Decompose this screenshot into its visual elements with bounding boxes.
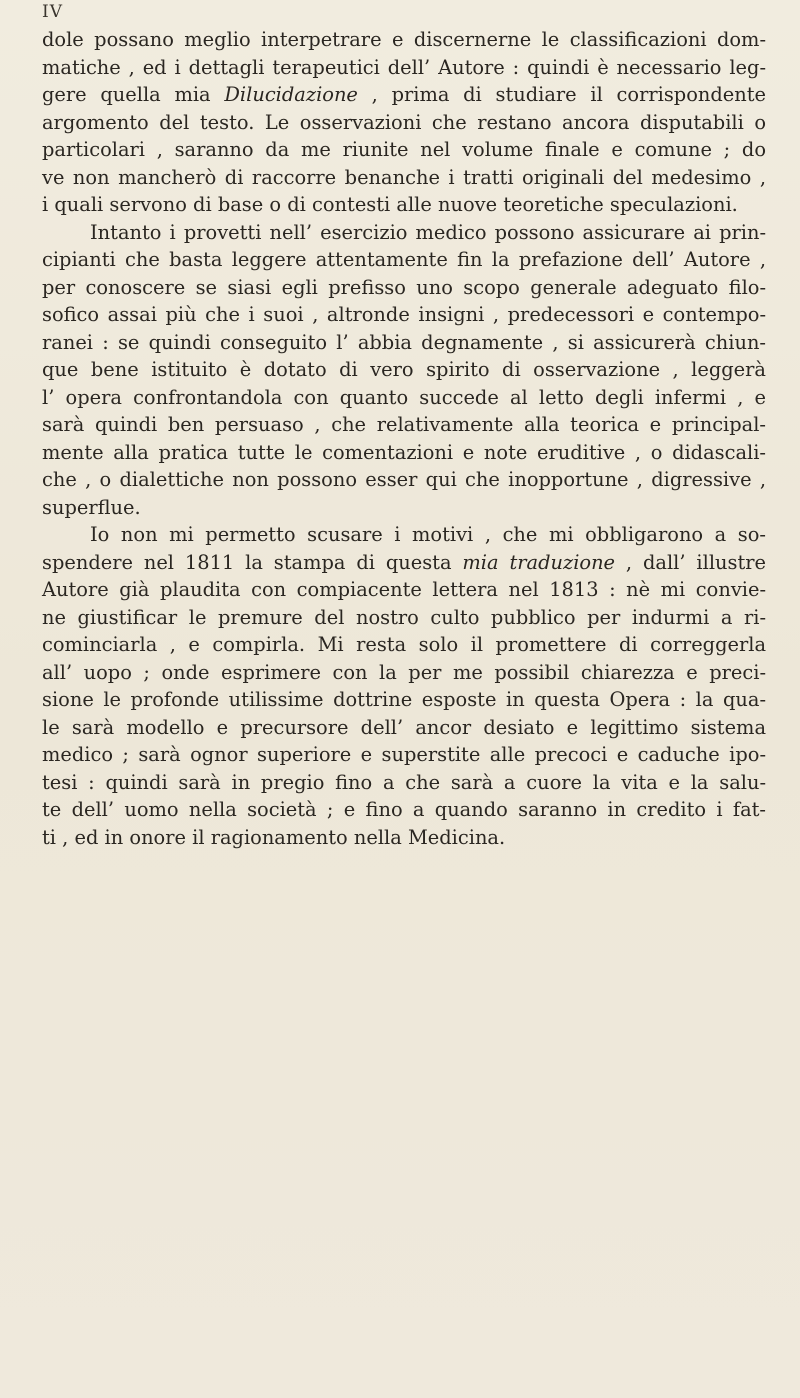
text-line: cipianti che basta leggere attentamente fin la prefazione dell’ Autore , bbox=[42, 248, 766, 271]
text-line: Intanto i provetti nell’ esercizio medico possono assicurare ai prin- bbox=[90, 220, 766, 244]
text-line: spendere nel 1811 la stampa di questa mia traduzione , dall’ illustre bbox=[42, 550, 766, 574]
text-line: ne giustificar le premure del nostro culto pubblico per indurmi a ri- bbox=[42, 605, 766, 629]
text-line: ranei : se quindi conseguito l’ abbia degnamente , si assicurerà chiun- bbox=[42, 330, 766, 354]
text-line: medico ; sarà ognor superiore e superstite alle precoci e caduche ipo- bbox=[42, 743, 766, 766]
text-line: Autore già plaudita con compiacente lettera nel 1813 : nè mi convie- bbox=[42, 578, 766, 601]
text-line: argomento del testo. Le osservazioni che restano ancora disputabili o bbox=[42, 110, 766, 134]
text-line: sofico assai più che i suoi , altronde insigni , predecessori e contempo- bbox=[42, 303, 766, 326]
text-line: dole possano meglio interpetrare e discernerne le classificazioni dom- bbox=[42, 28, 766, 51]
body-text bbox=[42, 26, 766, 851]
text-line: particolari , saranno da me riunite nel volume finale e comune ; do bbox=[42, 138, 766, 161]
text-line: ve non mancherò di raccorre benanche i tratti originali del medesimo , bbox=[42, 165, 766, 189]
text-line: Io non mi permetto scusare i motivi , che mi obbligarono a so- bbox=[90, 523, 766, 546]
text-line: cominciarla , e compirla. Mi resta solo il promettere di correggerla bbox=[42, 633, 766, 656]
text-line: i quali servono di base o di contesti alle nuove teoretiche speculazioni. bbox=[42, 193, 738, 216]
text-line: all’ uopo ; onde esprimere con la per me possibil chiarezza e preci- bbox=[42, 660, 766, 684]
page-number: IV bbox=[42, 2, 63, 22]
text-line: le sarà modello e precursore dell’ ancor desiato e legittimo sistema bbox=[42, 715, 766, 739]
text-line: superflue. bbox=[42, 495, 141, 519]
text-line: che , o dialettiche non possono esser qui che inopportune , digressive , bbox=[42, 468, 766, 491]
text-line: que bene istituito è dotato di vero spirito di osservazione , leggerà bbox=[42, 358, 766, 381]
text-line: l’ opera confrontandola con quanto succede al letto degli infermi , e bbox=[42, 385, 766, 409]
text-line: per conoscere se siasi egli prefisso uno scopo generale adeguato filo- bbox=[42, 275, 766, 299]
text-line: gere quella mia Dilucidazione , prima di studiare il corrispondente bbox=[42, 83, 766, 106]
text-line: ti , ed in onore il ragionamento nella Medicina. bbox=[42, 825, 506, 849]
italic-title: mia traduzione bbox=[462, 550, 616, 574]
italic-title: Dilucidazione bbox=[224, 83, 358, 106]
text-line: sarà quindi ben persuaso , che relativamente alla teorica e principal- bbox=[42, 413, 766, 436]
text-line: mente alla pratica tutte le comentazioni e note eruditive , o didascali- bbox=[42, 440, 766, 464]
text-line: matiche , ed i dettagli terapeutici dell’ Autore : quindi è necessario leg- bbox=[42, 55, 766, 79]
text-line: sione le profonde utilissime dottrine esposte in questa Opera : la qua- bbox=[42, 688, 766, 711]
text-line: te dell’ uomo nella società ; e fino a quando saranno in credito i fat- bbox=[42, 798, 766, 821]
text-line: tesi : quindi sarà in pregio fino a che sarà a cuore la vita e la salu- bbox=[42, 770, 766, 794]
